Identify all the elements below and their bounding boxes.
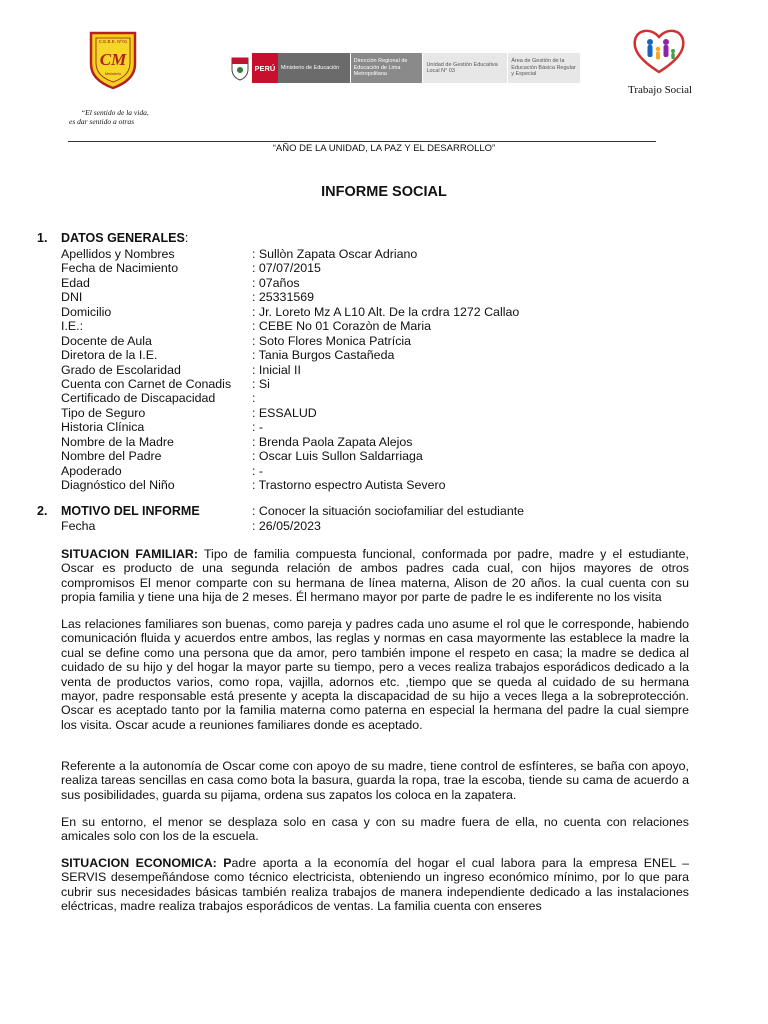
field-label: Edad [61,275,90,290]
banner-area: Área de Gestión de la Educación Básica Regular y Especial [508,53,580,83]
field-label: Grado de Escolaridad [61,362,181,377]
data-row [61,449,681,463]
field-value: : Si [252,376,270,391]
school-motto [69,108,149,126]
family-situation-paragraph: SITUACION FAMILIAR: Tipo de familia compuesta funcional, conformada por padre, madre y el estudiante, Oscar es producto de una segunda relación de ambos padres cada cual, con hijos mayores de otros compromisos El menor comparte con su hermana de línea materna, Alison de 20 años. la cual cuenta con su propia familia y tiene una hija de 2 meses. Él hermano mayor por parte de padre le es indiferente no los visita [61,547,689,605]
school-logo [88,30,138,90]
field-value: : 07años [252,275,300,290]
field-value: : 07/07/2015 [252,261,321,276]
economic-situation-heading: SITUACION ECONOMICA: P [61,856,232,870]
field-value: : Tania Burgos Castañeda [252,348,395,363]
field-label: Domicilio [61,304,112,319]
year-motto: “AÑO DE LA UNIDAD, LA PAZ Y EL DESARROLLO” [272,143,496,154]
field-value: : Oscar Luis Sullon Saldarriaga [252,449,423,464]
field-label: Diretora de la I.E. [61,348,158,363]
section-2-heading: MOTIVO DEL INFORME [61,504,200,518]
field-label: Certificado de Discapacidad [61,391,216,406]
svg-text:Ministerio: Ministerio [104,72,122,76]
fecha-label: Fecha [61,519,96,533]
field-label: I.E.: [61,319,84,334]
data-row [61,319,681,333]
field-value: : Sullòn Zapata Oscar Adriano [252,247,418,261]
government-banner [228,50,580,86]
data-row [61,290,681,304]
field-label: Tipo de Seguro [61,405,146,420]
peru-shield-icon [228,50,252,86]
data-row [61,377,681,391]
motivo-value: : Conocer la situación sociofamiliar del estudiante [252,504,525,518]
section-1-number: 1. [37,231,48,245]
banner-ministry: Ministerio de Educación [278,53,350,83]
data-row [61,435,681,449]
banner-peru: PERÚ [252,53,278,83]
autonomy-paragraph: Referente a la autonomía de Oscar come con apoyo de su madre, tiene control de esfínteres, se baña con apoyo, realiza tareas sencillas en casa como bota la basura, guarda la ropa, trae la escoba, tiende su cama de acuerdo a sus posibilidades, guarda su pijama, ordena sus zapatos los coloca en la zapatera. [61,759,689,802]
data-row [61,420,681,434]
data-row [61,305,681,319]
field-label: Apellidos y Nombres [61,247,175,261]
field-label: Docente de Aula [61,333,152,348]
svg-text:C.E.B.E. Nº01: C.E.B.E. Nº01 [98,39,128,44]
section-2-number: 2. [37,504,48,518]
data-row [61,247,681,261]
field-value: : Trastorno espectro Autista Severo [252,478,446,492]
family-situation-heading: SITUACION FAMILIAR: [61,547,198,561]
data-row [61,348,681,362]
fecha-value: : 26/05/2023 [252,519,321,533]
banner-ugel: Unidad de Gestión Educativa Local N° 03 [423,53,507,83]
data-row [61,391,681,405]
field-label: Diagnóstico del Niño [61,478,175,492]
fecha-row [61,519,321,533]
economic-situation-paragraph: SITUACION ECONOMICA: Padre aporta a la economía del hogar el cual labora para la empresa ENEL – SERVIS desempeñándose como técnico electricista, obteniendo un ingreso económico mínimo, por lo que para cubrir sus necesidades básicas también realiza trabajos de manera independiente dedicado a las instalaciones eléctricas, madre realiza trabajos esporádicos de ventas. La familia cuenta con enseres [61,856,689,914]
family-heart-logo [630,24,688,76]
field-value: : Soto Flores Monica Patrícia [252,333,412,348]
data-row [61,276,681,290]
environment-paragraph: En su entorno, el menor se desplaza solo en casa y con su madre fuera de ella, no cuenta con relaciones amicales solo con los de la escuela. [61,815,689,844]
data-row [61,464,681,478]
field-value: : - [252,420,264,435]
family-relations-paragraph: Las relaciones familiares son buenas, como pareja y padres cada uno asume el rol que le corresponde, habiendo comunicación fluida y acuerdos entre ambos, las reglas y normas en casa mayormente las establece la madre la cual se define como una persona que da amor, pero también impone el respeto en casa; la madre se dedica al cuidado de su hijo y del hogar la mayor parte su tiempo, pero a veces realiza trabajos esporádicos dedicado a la venta de productos varios, como ropa, vajilla, adornos etc. ,tiempo que se queda al cuidado de su hermana mayor, padre responsable está presente y acepta la discapacidad de su hijo a veces llega a la sobreprotección. Oscar es aceptado tanto por la familia materna como paterna en especial la hermana del padre la cual siempre los visita. Oscar acude a reuniones familiares donde es aceptado. [61,617,689,732]
field-label: Cuenta con Carnet de Conadis [61,376,232,391]
field-label: Nombre de la Madre [61,434,174,449]
field-label: Historia Clínica [61,420,145,435]
general-data-list [61,247,681,492]
field-value: : 25331569 [252,290,315,305]
svg-text:CM: CM [99,50,127,69]
motto-line-1: “El sentido de la vida, [81,108,149,117]
social-work-label: Trabajo Social [628,84,693,96]
field-label: Nombre del Padre [61,449,162,464]
field-value: : [252,391,256,406]
data-row [61,406,681,420]
motto-line-2: es dar sentido a otras [69,117,135,126]
document-title: INFORME SOCIAL [321,184,447,200]
field-value: : - [252,463,264,478]
field-value: : Jr. Loreto Mz A L10 Alt. De la crdra 1272 Callao [252,304,520,319]
data-row [61,261,681,275]
data-row [61,363,681,377]
field-value: : Brenda Paola Zapata Alejos [252,434,413,449]
field-value: : Inicial II [252,362,301,377]
field-label: DNI [61,290,83,305]
field-label: Apoderado [61,463,122,478]
banner-dre: Dirección Regional de Educación de Lima Metropolitana [351,53,423,83]
data-row [61,334,681,348]
field-value: : CEBE No 01 Corazòn de Maria [252,319,432,334]
section-1-heading: DATOS GENERALES: [61,231,189,245]
field-value: : ESSALUD [252,405,317,420]
field-label: Fecha de Nacimiento [61,261,179,276]
data-row [61,478,681,492]
header-divider [68,141,656,142]
